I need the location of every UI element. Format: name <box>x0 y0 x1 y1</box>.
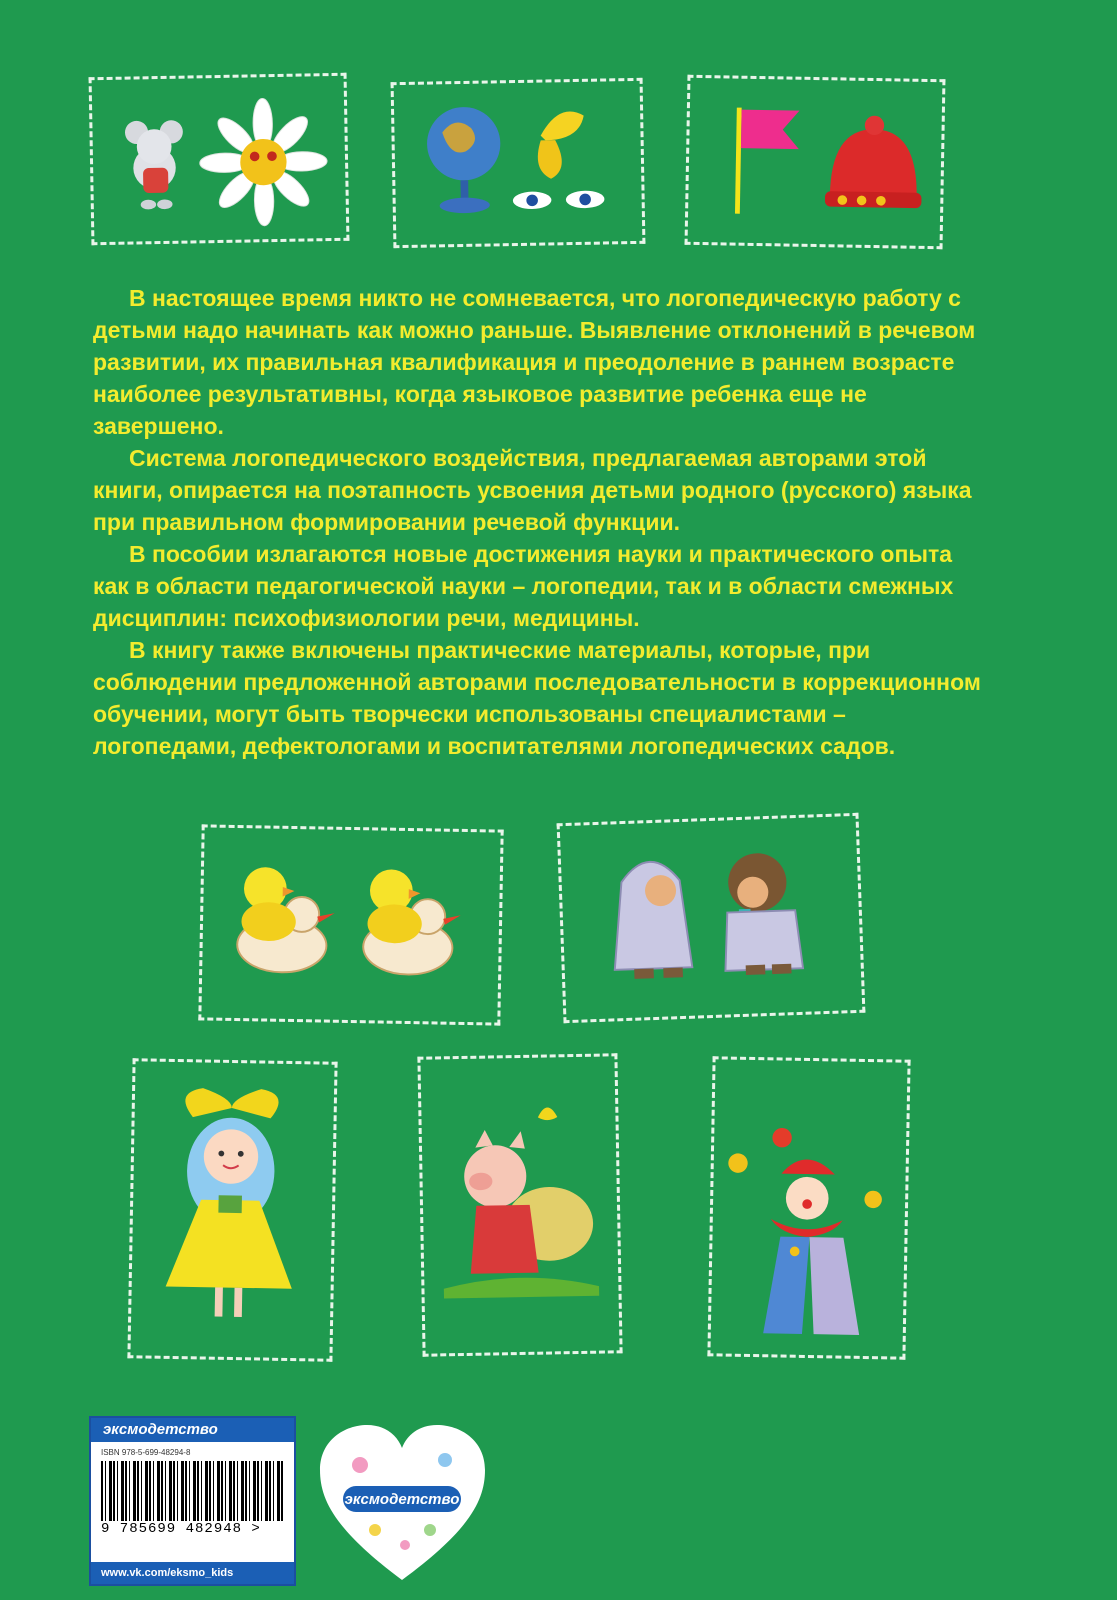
description-paragraph-4: В книгу также включены практические материалы, которые, при соблюдении предложенной авторами последовательности в коррекционном обучении, могут быть творчески использованы специалистами – логопедами, дефектологами и воспитателями логопедических садов. <box>93 637 981 759</box>
clown-illustration <box>710 1059 907 1356</box>
girl-doll-illustration <box>130 1061 334 1358</box>
description-paragraph-3: В пособии излагаются новые достижения науки и практического опыта как в области педагогической науки – логопедии, так и в области смежных дисциплин: психофизиологии речи, медицины. <box>93 541 954 631</box>
cover-description <box>93 282 993 762</box>
flag-hat-illustration <box>688 78 943 246</box>
card-piglet <box>417 1053 622 1356</box>
ducklings-illustration <box>201 827 500 1022</box>
card-clown <box>707 1056 910 1359</box>
hedgehogs-illustration <box>560 816 863 1020</box>
mouse-daisy-illustration <box>92 76 347 242</box>
globe-butterfly-illustration <box>394 81 643 245</box>
barcode-icon <box>101 1461 284 1521</box>
publisher-url: www.vk.com/eksmo_kids <box>91 1562 294 1584</box>
description-paragraph-1: В настоящее время никто не сомневается, что логопедическую работу с детьми надо начинать как можно раньше. Выявление отклонений в речевом развитии, их правильная квалификация и преодоление в раннем возрасте наиболее результативны, когда языковое развитие ребенка еще не завершено. <box>93 285 976 439</box>
heart-logo-icon <box>315 1420 490 1590</box>
card-girl <box>127 1058 337 1362</box>
barcode-digits: 9 785699 482948 > <box>101 1521 261 1537</box>
piglet-illustration <box>420 1056 619 1353</box>
card-mouse-daisy <box>89 73 350 245</box>
description-paragraph-2: Система логопедического воздействия, предлагаемая авторами этой книги, опирается на поэтапность усвоения детьми родного (русского) языка при правильном формировании речевой функции. <box>93 445 972 535</box>
card-ducklings <box>198 824 503 1025</box>
isbn-label <box>89 1416 296 1586</box>
heart-logo-brand: эксмодетство <box>344 1491 460 1508</box>
card-flag-hat <box>685 75 946 249</box>
card-globe-butterfly <box>391 78 646 248</box>
card-hedgehogs <box>557 813 866 1023</box>
publisher-brand: эксмодетство <box>91 1418 294 1442</box>
isbn-text: ISBN 978-5-699-48294-8 <box>101 1448 191 1457</box>
heart-logo <box>315 1420 490 1590</box>
